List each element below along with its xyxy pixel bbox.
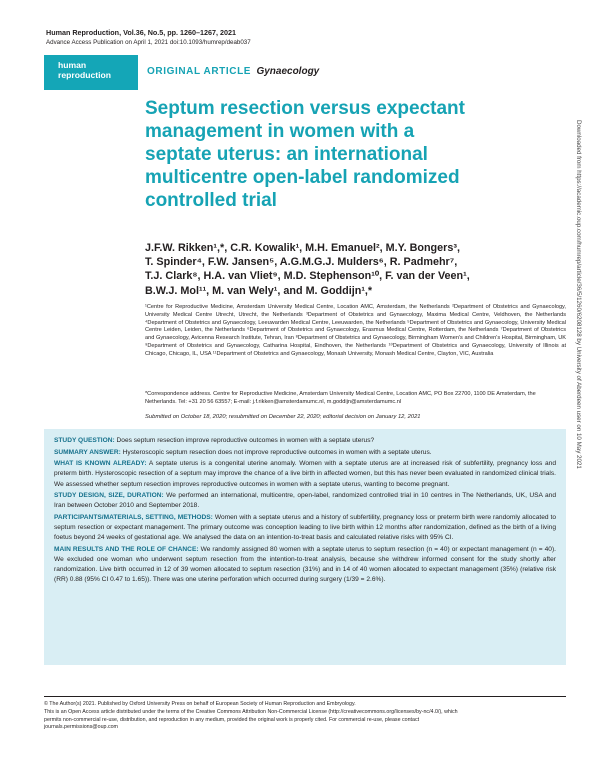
title-line: Septum resection versus expectant bbox=[145, 98, 465, 119]
abstract-text: Does septum resection improve reproductive outcomes in women with a septate uterus? bbox=[114, 437, 375, 444]
abstract-section bbox=[54, 459, 556, 489]
abstract-section bbox=[54, 448, 556, 458]
journal-logo bbox=[44, 55, 138, 90]
abstract-text: Hysteroscopic septum resection does not improve reproductive outcomes in women with a septate uterus. bbox=[120, 448, 432, 456]
article-type bbox=[147, 66, 319, 77]
footer-line: journals.permissions@oup.com bbox=[44, 724, 118, 731]
logo-line-2: reproduction bbox=[58, 69, 111, 80]
abstract-heading: SUMMARY ANSWER: bbox=[54, 448, 121, 456]
abstract-text: Women with a septate uterus and a history of subfertility, pregnancy loss or preterm birth were randomly allocated to septum resection or expectant management. The primary outcome was conception leading to live birth within 12 months after randomization, defined as the birth of a living foetus beyond 24 weeks of gestational age. We analysed the data on an intention-to-treat basis and calculated relative risks with 95% CI. bbox=[54, 514, 556, 542]
abstract-heading: STUDY DESIGN, SIZE, DURATION: bbox=[54, 492, 164, 500]
download-watermark-text: Downloaded from https://academic.oup.com/humrep/article/36/5/1260/6208128 by University of Aberdeen user on 10 May 2021 bbox=[575, 120, 582, 469]
article-type-label: ORIGINAL ARTICLE bbox=[147, 66, 252, 77]
title-line: controlled trial bbox=[145, 190, 277, 211]
author-line: T.J. Clark⁸, H.A. van Vliet⁹, M.D. Stephenson¹⁰, F. van der Veen¹, bbox=[145, 270, 470, 283]
abstract-text: A septate uterus is a congenital uterine anomaly. Women with a septate uterus are at increased risk of subfertility, pregnancy loss and preterm birth. Hysteroscopic resection of a septum may improve the chance of a live birth in affected women, but this has never been evaluated in randomized clinical trials. We assessed whether septum resection improves reproductive outcomes in women with a septate uterus, wanting to become pregnant. bbox=[54, 460, 556, 488]
footer-line: © The Author(s) 2021. Published by Oxford University Press on behalf of European Society of Human Reproduction and Embryology. bbox=[44, 701, 356, 707]
title-line: management in women with a bbox=[145, 121, 415, 142]
advance-access-line: Advance Access Publication on April 1, 2021 doi:10.1093/humrep/deab037 bbox=[46, 39, 251, 46]
abstract-heading: PARTICIPANTS/MATERIALS, SETTING, METHODS: bbox=[54, 514, 213, 522]
footer-line: This is an Open Access article distributed under the terms of the Creative Commons Attribution Non-Commercial License (http://creativecommons.org/licenses/by-nc/4.0/), which bbox=[44, 708, 458, 715]
footer-line: permits non-commercial re-use, distribution, and reproduction in any medium, provided the original work is properly cited. For commercial re-use, please contact bbox=[44, 716, 420, 723]
article-subject: Gynaecology bbox=[256, 66, 320, 77]
abstract-text: We randomly assigned 80 women with a septate uterus to septum resection (n = 40) or expectant management (n = 40). We excluded one woman who underwent septum resection from the intention-to-treat analysis, because she withdrew informed consent for the study shortly after randomization. Live birth occurred in 12 of 39 women allocated to septum resection (31%) and in 14 of 40 women allocated to expectant management (35%) (relative risk (RR) 0.88 (95% CI 0.47 to 1.65)). There was one uterine perforation which occurred during surgery (1/39 = 2.6%). bbox=[54, 545, 556, 584]
abstract-heading: WHAT IS KNOWN ALREADY: bbox=[54, 460, 147, 468]
abstract-text: We performed an international, multicentre, open-label, randomized controlled trial in 10 centres in The Netherlands, UK, USA and Iran between October 2010 and September 2018. bbox=[54, 492, 556, 510]
title-line: multicentre open-label randomized bbox=[145, 167, 460, 188]
abstract-section bbox=[54, 513, 556, 543]
title-line: septate uterus: an international bbox=[145, 144, 428, 165]
journal-citation: Human Reproduction, Vol.36, No.5, pp. 1260–1267, 2021 bbox=[46, 28, 237, 37]
correspondence-address: *Correspondence address. Centre for Reproductive Medicine, Amsterdam University Medical Centre, Location AMC, PO Box 22700, 1100 DE Amsterdam, the Netherlands. Tel: +31 20 56 63557; E-mail: j.f.rikken@amsterdamumc.nl, m.goddijn@amsterdamumc.nl bbox=[145, 391, 536, 405]
author-list bbox=[145, 241, 565, 298]
abstract-section bbox=[54, 436, 556, 446]
author-line: J.F.W. Rikken¹,*, C.R. Kowalik¹, M.H. Emanuel², M.Y. Bongers³, bbox=[145, 242, 460, 254]
author-line: T. Spinder⁴, F.W. Jansen⁵, A.G.M.G.J. Mulders⁶, R. Padmehr⁷, bbox=[145, 256, 458, 269]
abstract-box bbox=[44, 429, 566, 665]
abstract-section bbox=[54, 545, 556, 585]
download-watermark bbox=[570, 120, 584, 680]
submission-dates: Submitted on October 18, 2020; resubmitted on December 22, 2020; editorial decision on January 12, 2021 bbox=[145, 414, 421, 420]
abstract-heading: STUDY QUESTION: bbox=[54, 437, 115, 444]
abstract-section bbox=[54, 491, 556, 511]
affiliations: ¹Centre for Reproductive Medicine, Amsterdam University Medical Centre, Location AMC, Amsterdam, the Netherlands ²Department of Obstetrics and Gynaecology, University Medical Centre Utrecht, Utrecht, the Netherlands ³Department of Obstetrics and Gynaecology, Maxima Medical Centre, Veldhoven, the Netherlands ⁴Department of Obstetrics and Gynaecology, Leeuwarden Medical Centre, Leeuwarden, the Netherlands ⁵Department of Obstetrics and Gynaecology, University Medical Centre Leiden, Leiden, the Netherlands ⁶Department of Obstetrics and Gynaecology, Erasmus Medical Centre, Rotterdam, the Netherlands ⁷Department of Obstetrics and Gynaecology, Avicenna Research Institute, Tehran, Iran ⁸Department of Obstetrics and Gynaecology, Birmingham Women's and Children's Hospital, Birmingham, UK ⁹Department of Obstetrics and Gynaecology, Catharina Hospital, Eindhoven, the Netherlands ¹⁰Department of Obstetrics and Gynaecology, University of Illinois at Chicago, Chicago, IL, USA ¹¹Department of Obstetrics and Gynaecology, Monash University, Monash Medical Centre, Clayton, VIC, Australia bbox=[145, 304, 566, 357]
abstract-heading: MAIN RESULTS AND THE ROLE OF CHANCE: bbox=[54, 545, 199, 553]
article-title bbox=[145, 97, 525, 212]
author-line: B.W.J. Mol¹¹, M. van Wely¹, and M. Goddijn¹,* bbox=[145, 284, 373, 297]
license-footer bbox=[44, 696, 566, 732]
logo-line-1: human bbox=[58, 60, 87, 70]
